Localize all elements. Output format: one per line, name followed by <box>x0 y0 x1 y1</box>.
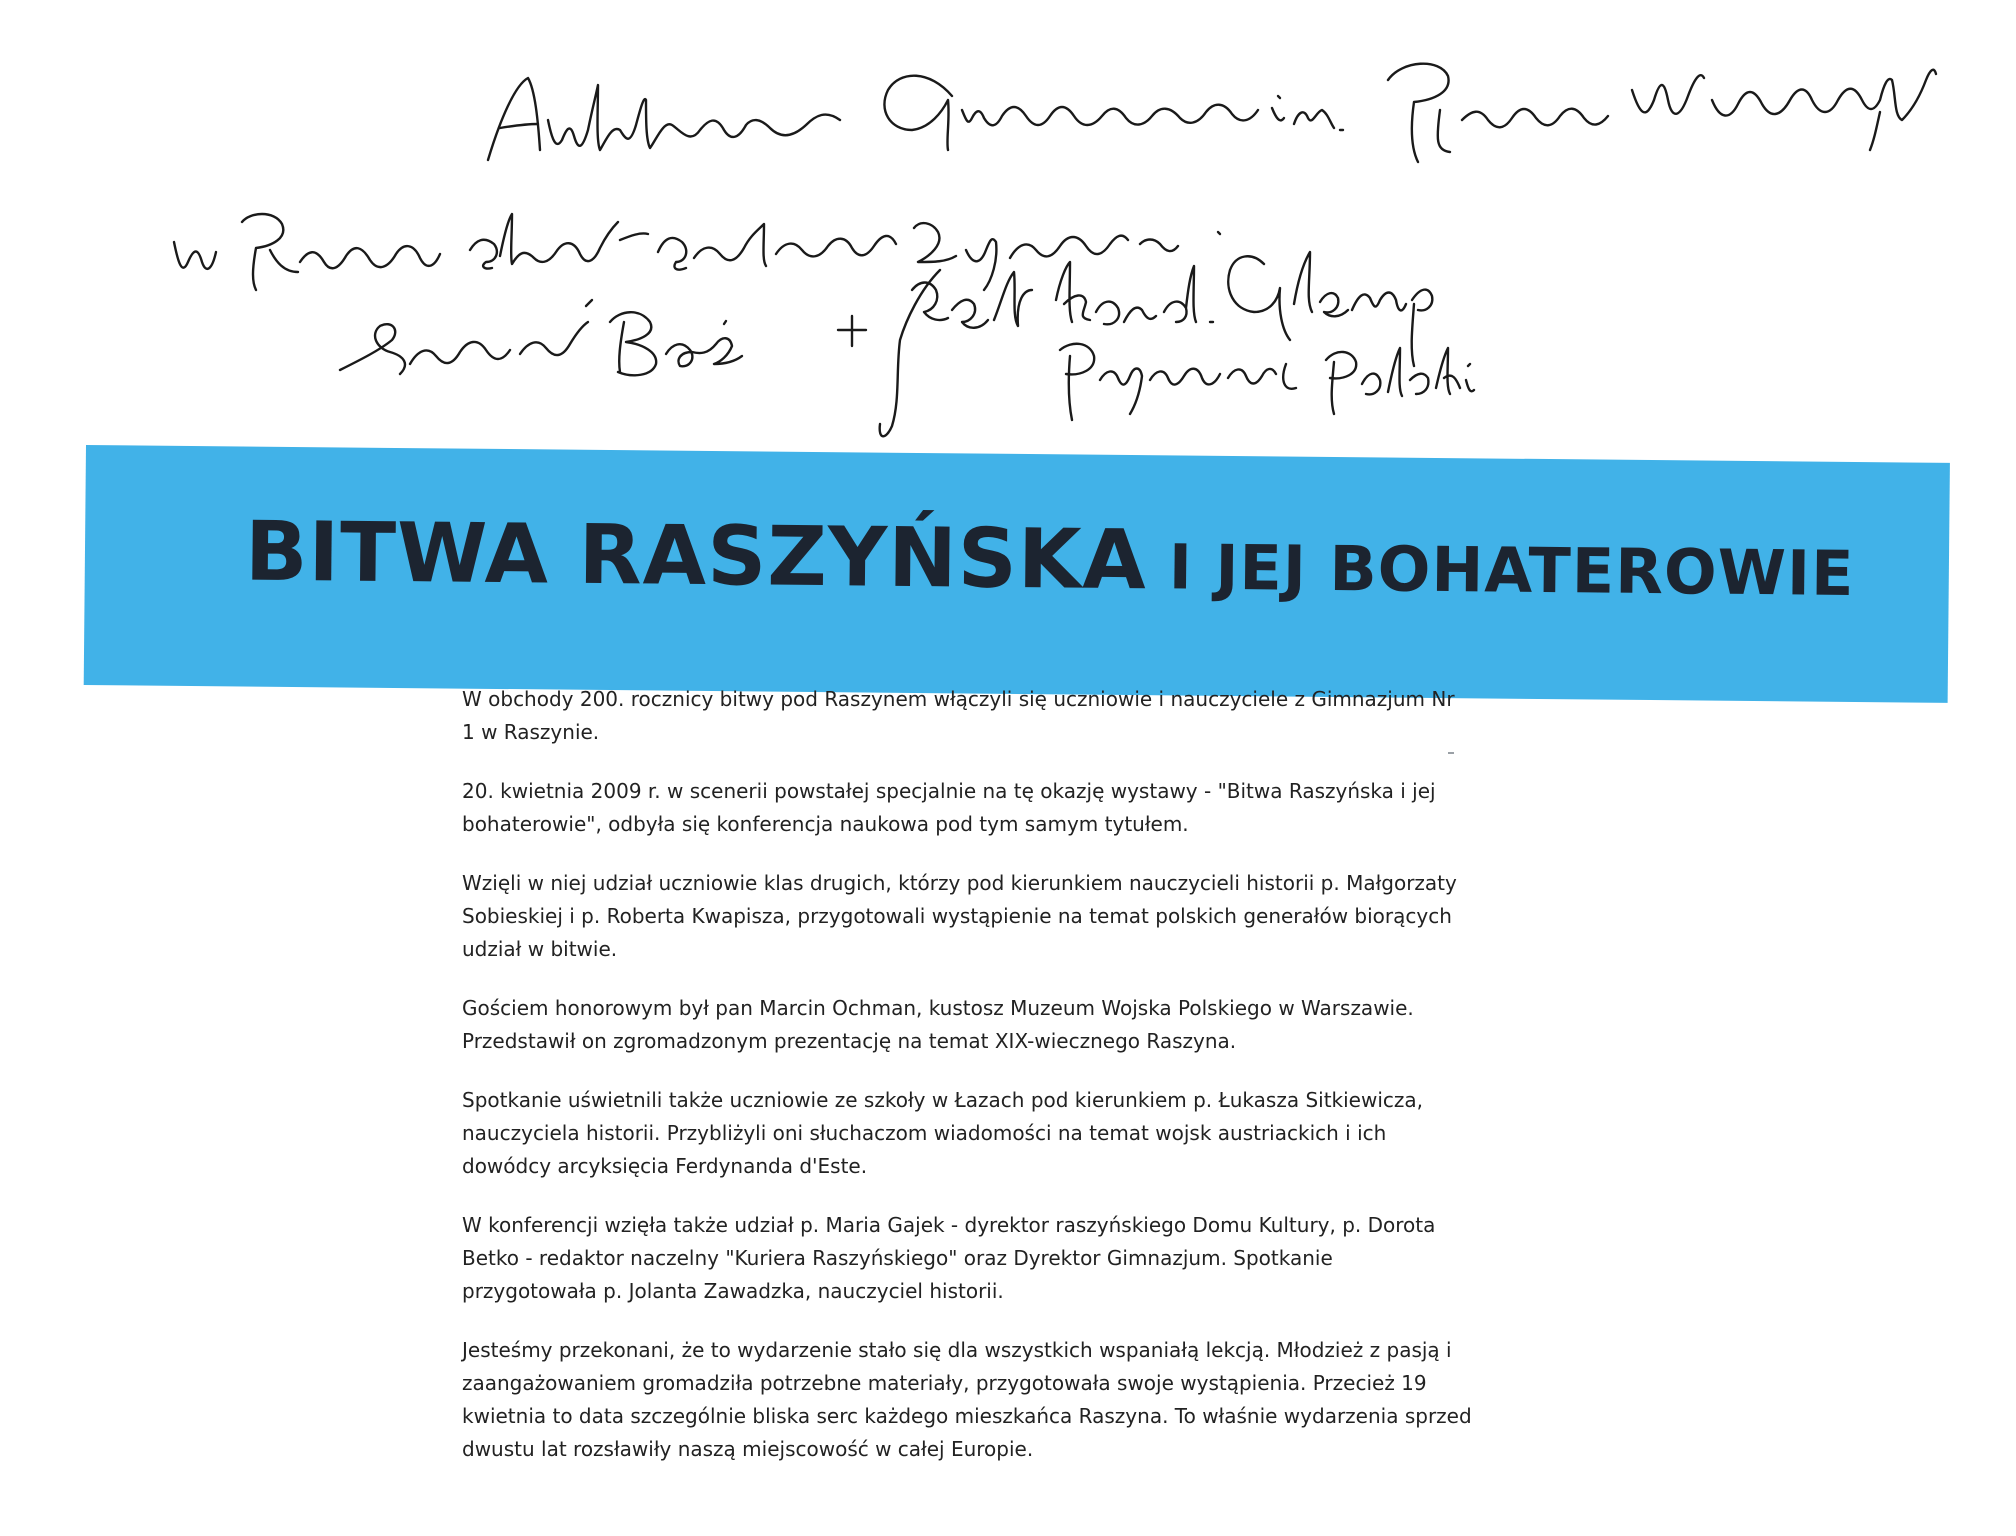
banner-title <box>245 505 1855 615</box>
article-paragraph-5: Spotkanie uświetnili także uczniowie ze szkoły w Łazach pod kierunkiem p. Łukasza Sitkiewicza, nauczyciela historii. Przybliżyli oni słuchaczom wiadomości na temat wojsk austriackich i ich dowódcy arcyksięcia Ferdynanda d'Este. <box>462 1088 1424 1178</box>
article-paragraph-1: W obchody 200. rocznicy bitwy pod Raszynem włączyli się uczniowie i nauczyciele z Gimnazjum Nr 1 w Raszynie. <box>462 687 1455 744</box>
title-banner <box>84 445 1950 703</box>
article-paragraph-4: Gościem honorowym był pan Marcin Ochman, kustosz Muzeum Wojska Polskiego w Warszawie. Przedstawił on zgromadzonym prezentację na temat XIX-wiecznego Raszyna. <box>462 996 1414 1053</box>
handwritten-dedication <box>0 0 2016 440</box>
handwritten-signature <box>838 252 1474 436</box>
article-paragraph-6: W konferencji wzięła także udział p. Maria Gajek - dyrektor raszyńskiego Domu Kultury, p. Dorota Betko - redaktor naczelny "Kuriera Raszyńskiego" oraz Dyrektor Gimnazjum. Spotkanie przygotowała p. Jolanta Zawadzka, nauczyciel historii. <box>462 1213 1436 1303</box>
banner-title-main: BITWA RASZYŃSKA <box>244 504 1148 609</box>
article-paragraph-3: Wzięli w niej udział uczniowie klas drugich, którzy pod kierunkiem nauczycieli historii p. Małgorzaty Sobieskiej i p. Roberta Kwapisza, przygotowali wystąpienie na temat polskich generałów biorących udział w bitwie. <box>462 871 1457 961</box>
scan-speck <box>1448 752 1454 754</box>
handwriting-line-1 <box>488 64 1936 162</box>
article-paragraph-7: Jesteśmy przekonani, że to wydarzenie stało się dla wszystkich wspaniałą lekcją. Młodzież z pasją i zaangażowaniem gromadziła potrzebne materiały, przygotowała swoje wystąpienia. Przecież 19 kwietnia to data szczególnie bliska serc każdego mieszkańca Raszyna. To właśnie wydarzenia sprzed dwustu lat rozsławiły naszą miejscowość w całej Europie. <box>462 1338 1472 1461</box>
article-paragraph-2: 20. kwietnia 2009 r. w scenerii powstałej specjalnie na tę okazję wystawy - "Bitwa Raszyńska i jej bohaterowie", odbyła się konferencja naukowa pod tym samym tytułem. <box>462 779 1436 836</box>
article-body <box>462 683 1472 1492</box>
handwriting-line-2 <box>174 214 1220 290</box>
banner-title-rest: I JEJ BOHATEROWIE <box>1168 530 1855 610</box>
handwriting-line-3 <box>340 300 742 375</box>
